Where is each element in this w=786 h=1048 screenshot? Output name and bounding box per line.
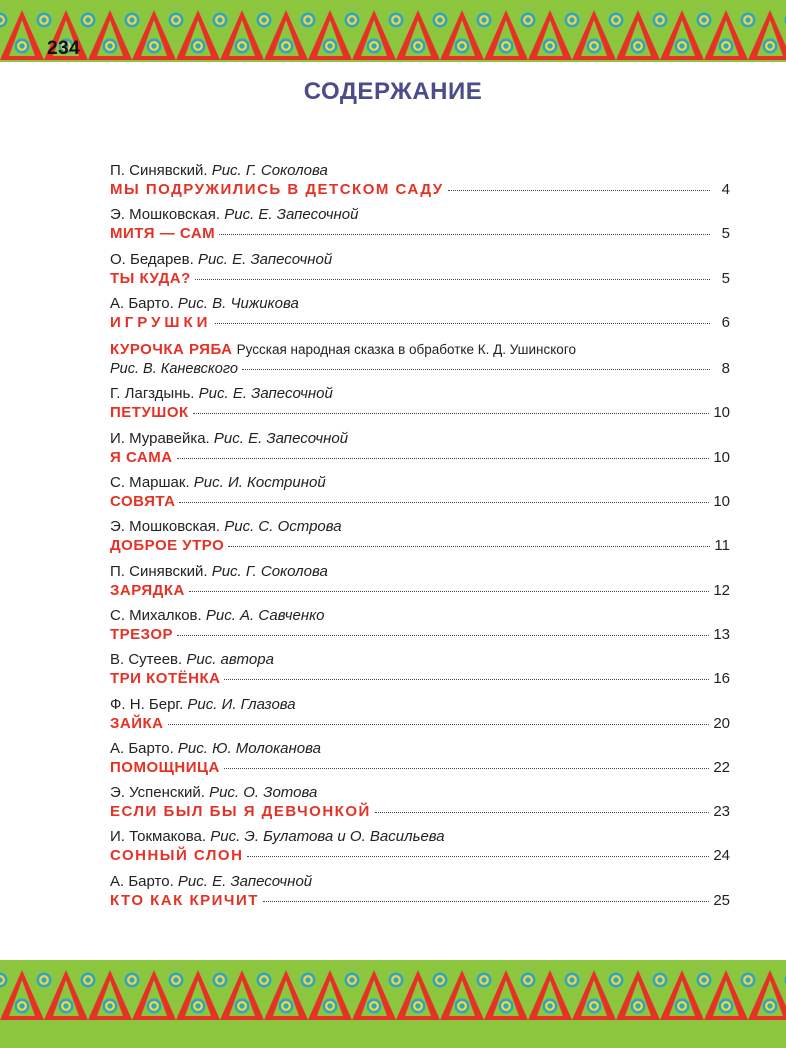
dot-leader <box>193 413 710 414</box>
work-title[interactable]: ЗАРЯДКА <box>110 581 185 599</box>
author: О. Бедарев. <box>110 250 194 268</box>
toc-entry[interactable] <box>110 206 730 250</box>
illustrator: Рис. Э. Булатова и О. Васильева <box>210 828 445 846</box>
dot-leader <box>263 901 709 902</box>
toc-entry[interactable] <box>110 651 730 695</box>
work-title[interactable]: ИГРУШКИ <box>110 313 212 331</box>
dot-leader <box>177 635 709 636</box>
illustrator: Рис. О. Зотова <box>209 784 318 802</box>
illustrator: Рис. А. Савченко <box>205 606 325 624</box>
dot-leader <box>168 724 710 725</box>
toc-entry[interactable] <box>110 295 730 339</box>
author: Э. Успенский. <box>110 784 205 802</box>
dot-leader <box>215 323 710 324</box>
toc-entry[interactable] <box>110 828 730 872</box>
work-title[interactable]: КТО КАК КРИЧИТ <box>110 891 259 909</box>
top-ornament-border <box>0 0 786 62</box>
author: Э. Мошковская. <box>110 206 221 224</box>
toc-entry[interactable] <box>110 740 730 784</box>
bottom-ornament-border <box>0 960 786 1048</box>
dot-leader <box>177 458 710 459</box>
illustrator: Рис. Г. Соколова <box>211 162 328 179</box>
author: И. Токмакова. <box>110 828 207 846</box>
page-ref: 5 <box>721 269 730 287</box>
page-ref: 8 <box>721 360 730 378</box>
author: Ф. Н. Берг. <box>110 695 184 713</box>
work-title[interactable]: ПОМОЩНИЦА <box>110 758 220 776</box>
illustrator: Рис. Ю. Молоканова <box>177 739 321 757</box>
illustrator: Рис. С. Острова <box>224 518 342 536</box>
toc-entry[interactable] <box>110 784 730 828</box>
page-ref: 22 <box>713 758 730 776</box>
illustrator: Рис. Е. Запесочной <box>198 385 333 403</box>
illustrator: Рис. Е. Запесочной <box>177 872 313 890</box>
illustrator: Рис. автора <box>186 651 274 669</box>
work-title[interactable]: ПЕТУШОК <box>110 404 189 422</box>
author: Г. Лагздынь. <box>110 385 195 403</box>
toc-entry[interactable] <box>110 873 730 917</box>
work-title[interactable]: ТЫ КУДА? <box>110 269 191 287</box>
author: П. Синявский. <box>110 562 208 580</box>
triangle-pattern-top <box>0 0 786 62</box>
page-ref: 10 <box>713 448 730 466</box>
author: А. Барто. <box>110 294 174 312</box>
toc-entry[interactable] <box>110 251 730 295</box>
page-ref: 25 <box>713 891 730 909</box>
toc-entry[interactable] <box>110 518 730 562</box>
illustrator: Рис. И. Глазова <box>187 695 296 713</box>
work-title[interactable]: СОВЯТА <box>110 493 176 511</box>
work-title[interactable]: ЗАЙКА <box>110 714 164 732</box>
dot-leader <box>179 502 709 503</box>
author: А. Барто. <box>110 739 174 757</box>
page-ref: 5 <box>721 225 730 243</box>
toc-entry[interactable] <box>110 385 730 429</box>
author: А. Барто. <box>110 872 174 890</box>
page-ref: 20 <box>713 714 730 732</box>
page-ref: 16 <box>713 670 730 688</box>
dot-leader <box>242 369 710 370</box>
page-number: 234 <box>47 38 81 59</box>
page-ref: 10 <box>713 404 730 422</box>
page-ref: 24 <box>713 847 730 865</box>
work-title[interactable]: ТРЕЗОР <box>110 625 174 643</box>
dot-leader <box>224 768 710 769</box>
page-ref: 12 <box>713 581 730 599</box>
author: В. Сутеев. <box>110 651 183 669</box>
dot-leader <box>228 546 710 547</box>
illustrator: Рис. Е. Запесочной <box>224 206 359 224</box>
toc-entry[interactable] <box>110 607 730 651</box>
table-of-contents <box>110 162 730 917</box>
toc-entry[interactable] <box>110 474 730 518</box>
page-ref: 6 <box>721 313 730 331</box>
page-ref: 10 <box>713 493 730 511</box>
dot-leader <box>375 812 710 813</box>
illustrator: Рис. В. Чижикова <box>177 294 299 312</box>
illustrator: Рис. И. Костриной <box>193 474 326 492</box>
work-title[interactable]: ДОБРОЕ УТРО <box>110 537 225 555</box>
work-title[interactable]: ЕСЛИ БЫЛ БЫ Я ДЕВЧОНКОЙ <box>110 803 371 821</box>
dot-leader <box>189 591 709 592</box>
author: Э. Мошковская. <box>110 518 221 536</box>
dot-leader <box>448 190 710 191</box>
toc-entry[interactable] <box>110 341 730 385</box>
page-ref: 23 <box>713 803 730 821</box>
work-title[interactable]: Я САМА <box>110 448 173 466</box>
work-title[interactable]: ТРИ КОТЁНКА <box>110 670 221 688</box>
page-ref: 4 <box>721 181 730 198</box>
work-title[interactable]: МЫ ПОДРУЖИЛИСЬ В ДЕТСКОМ САДУ <box>110 181 444 198</box>
dot-leader <box>224 679 709 680</box>
toc-entry[interactable] <box>110 563 730 607</box>
dot-leader <box>195 279 710 280</box>
illustrator: Рис. Е. Запесочной <box>213 429 349 447</box>
work-title[interactable]: КУРОЧКА РЯБА <box>110 341 233 359</box>
author: С. Маршак. <box>110 474 190 492</box>
author: И. Муравейка. <box>110 429 210 447</box>
toc-entry[interactable] <box>110 696 730 740</box>
page-ref: 11 <box>714 537 730 555</box>
dot-leader <box>247 856 709 857</box>
work-title[interactable]: СОННЫЙ СЛОН <box>110 847 244 865</box>
note: Русская народная сказка в обработке К. Д. Ушинского <box>236 342 576 358</box>
author: П. Синявский. <box>110 162 208 179</box>
author: С. Михалков. <box>110 606 202 624</box>
illustrator: Рис. В. Каневского <box>110 361 238 378</box>
illustrator: Рис. Е. Запесочной <box>197 250 333 268</box>
page-title: СОДЕРЖАНИЕ <box>303 78 483 105</box>
toc-entry[interactable] <box>110 430 730 474</box>
page-ref: 13 <box>713 625 730 643</box>
work-title[interactable]: МИТЯ — САМ <box>110 225 216 243</box>
illustrator: Рис. Г. Соколова <box>211 562 328 580</box>
toc-entry[interactable] <box>110 162 730 206</box>
dot-leader <box>219 234 710 235</box>
triangle-pattern-bottom <box>0 960 786 1048</box>
